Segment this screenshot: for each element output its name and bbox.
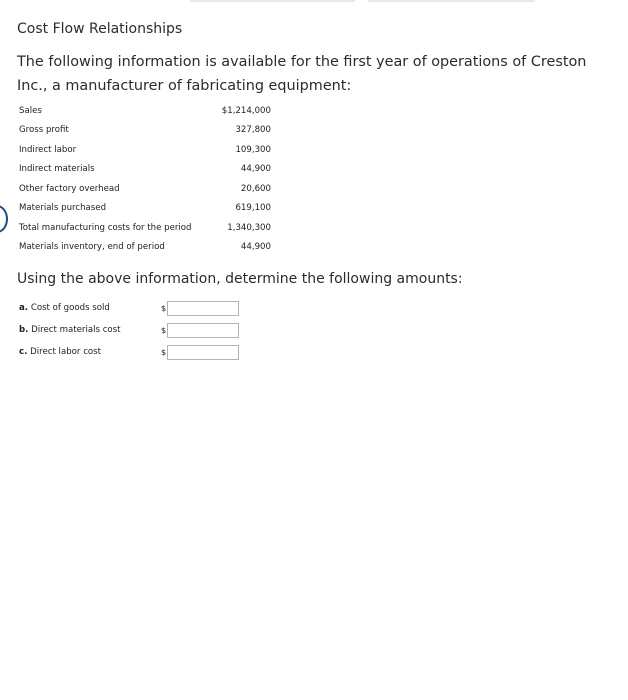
- answer-row-direct-labor-cost: [19, 343, 239, 361]
- table-row: [19, 101, 271, 121]
- answer-letter: b.: [19, 325, 29, 335]
- table-row: [19, 121, 271, 141]
- row-value: 44,900: [240, 242, 271, 253]
- table-row: [19, 238, 271, 258]
- row-label: Materials inventory, end of period: [19, 242, 165, 253]
- row-value: 327,800: [235, 125, 271, 136]
- question-prompt: Using the above information, determine the following amounts:: [17, 271, 463, 287]
- answer-row-cost-of-goods-sold: [19, 299, 239, 317]
- answer-letter: c.: [19, 347, 28, 357]
- table-row: [19, 199, 271, 219]
- answer-label: [19, 347, 159, 357]
- currency-symbol: $: [161, 347, 167, 357]
- answer-row-direct-materials-cost: [19, 321, 239, 339]
- step-marker-icon[interactable]: [0, 205, 8, 233]
- row-value: 619,100: [235, 203, 271, 214]
- row-value: 20,600: [240, 183, 271, 194]
- table-row: [19, 140, 271, 160]
- answer-text: Direct labor cost: [30, 347, 102, 357]
- top-tab-left: [190, 0, 355, 2]
- row-label: Sales: [19, 105, 42, 116]
- table-row: [19, 179, 271, 199]
- row-value: $1,214,000: [221, 105, 271, 116]
- currency-symbol: $: [161, 325, 167, 335]
- answer-label: [19, 325, 159, 335]
- row-label: Indirect materials: [19, 164, 95, 175]
- currency-symbol: $: [161, 303, 167, 313]
- direct-materials-cost-input[interactable]: [167, 323, 239, 338]
- cost-of-goods-sold-input[interactable]: [167, 301, 239, 316]
- table-row: [19, 160, 271, 180]
- answer-text: Direct materials cost: [31, 325, 121, 335]
- row-label: Gross profit: [19, 125, 69, 136]
- answer-letter: a.: [19, 303, 29, 313]
- row-value: 109,300: [235, 144, 271, 155]
- row-value: 1,340,300: [227, 222, 271, 233]
- page-title: Cost Flow Relationships: [17, 21, 183, 37]
- intro-paragraph: The following information is available for the first year of operations of Creston Inc., a manufacturer of fabricating equipment:: [17, 54, 587, 94]
- row-label: Other factory overhead: [19, 183, 120, 194]
- row-value: 44,900: [240, 164, 271, 175]
- row-label: Materials purchased: [19, 203, 107, 214]
- row-label: Total manufacturing costs for the period: [19, 222, 192, 233]
- table-row: [19, 218, 271, 238]
- answer-label: [19, 303, 159, 313]
- cost-data-table: [19, 101, 271, 257]
- direct-labor-cost-input[interactable]: [167, 345, 239, 360]
- row-label: Indirect labor: [19, 144, 77, 155]
- answer-text: Cost of goods sold: [30, 303, 110, 313]
- top-tab-strip: [190, 0, 535, 3]
- top-tab-right: [368, 0, 535, 2]
